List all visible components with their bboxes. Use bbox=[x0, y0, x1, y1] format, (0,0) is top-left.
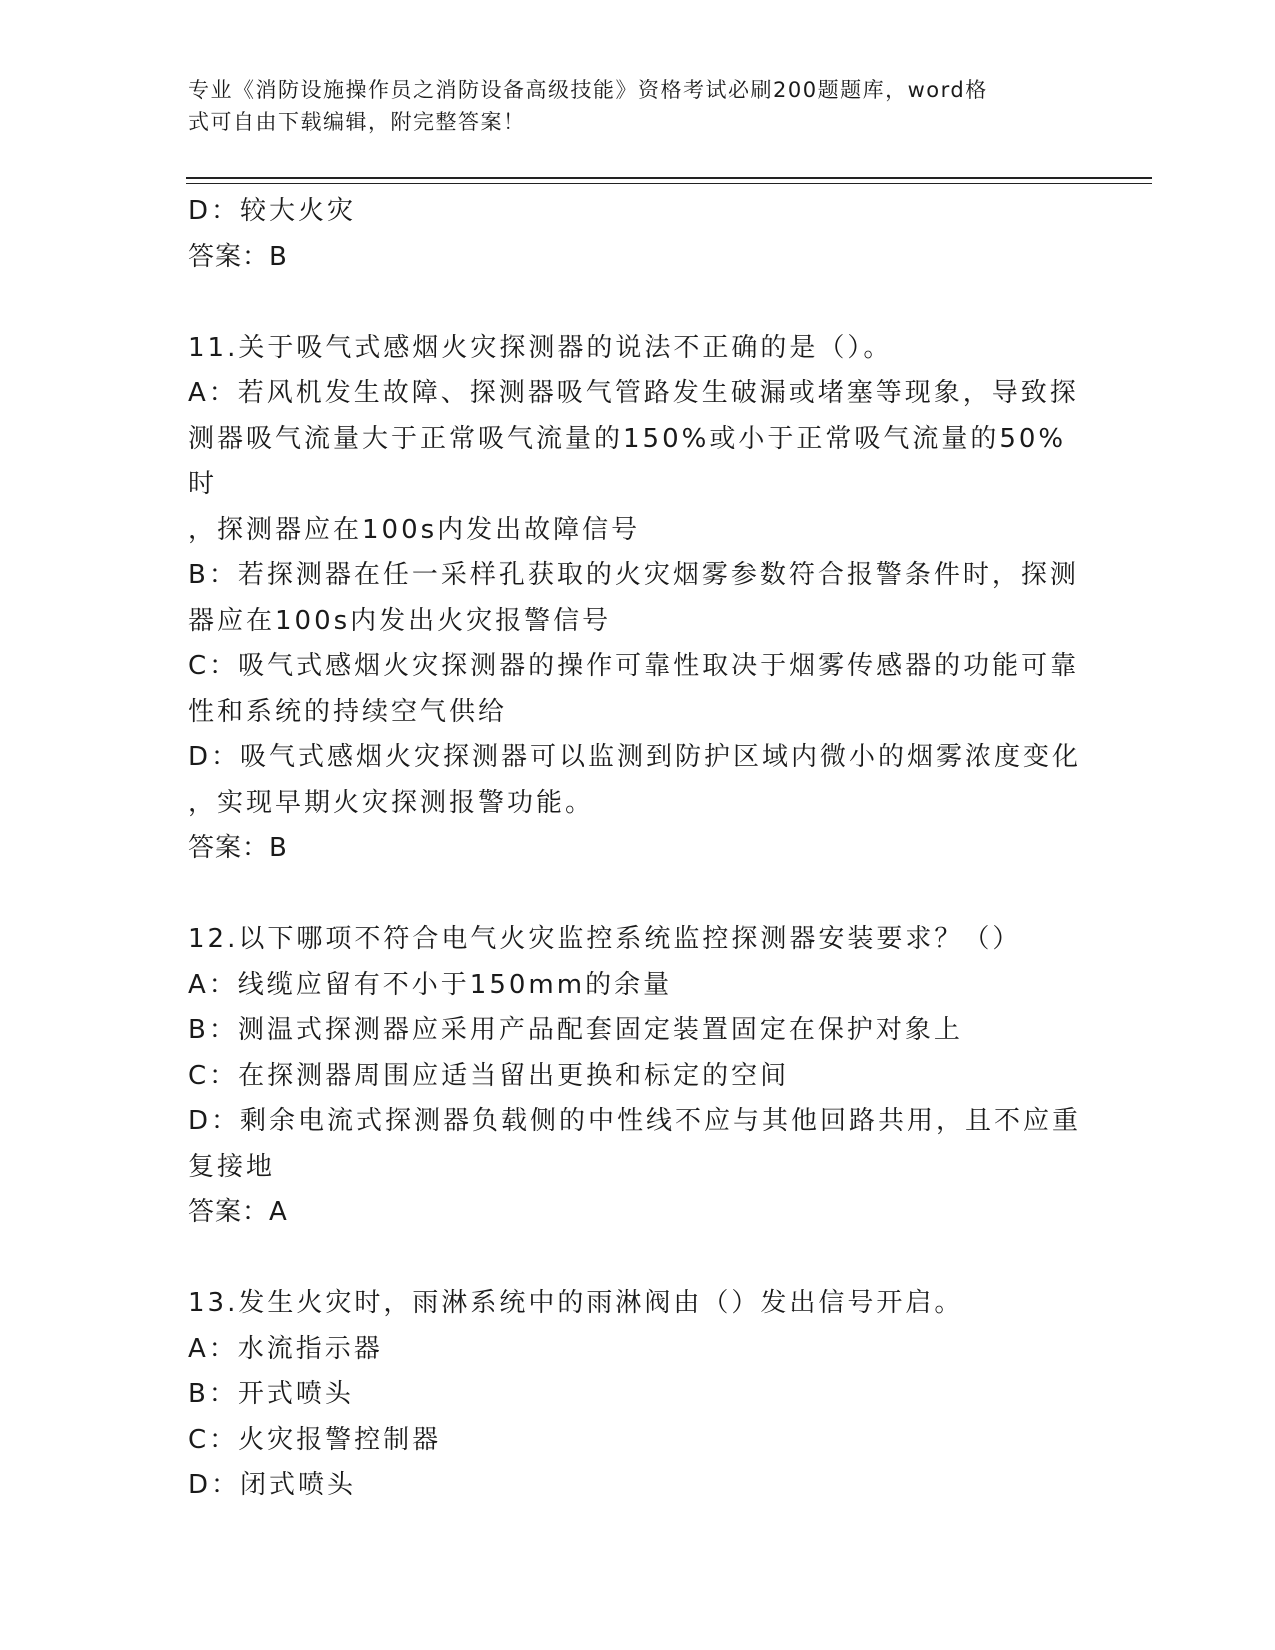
q12-option-d-line-2: 复接地 bbox=[188, 1151, 276, 1182]
header-rule-thick bbox=[186, 177, 1152, 179]
header-line-2: 式可自由下载编辑，附完整答案！ bbox=[188, 110, 526, 134]
q12-option-b: B：测温式探测器应采用产品配套固定装置固定在保护对象上 bbox=[188, 1015, 963, 1045]
q11-option-a-line-2: 测器吸气流量大于正常吸气流量的150%或小于正常吸气流量的50%时 bbox=[188, 423, 1067, 499]
q11-answer: 答案：B bbox=[188, 833, 288, 863]
q11-option-b-line-2: 器应在100s内发出火灾报警信号 bbox=[188, 605, 612, 636]
q11-option-c-line-1: C：吸气式感烟火灾探测器的操作可靠性取决于烟雾传感器的功能可靠 bbox=[188, 651, 1080, 681]
q11-option-a-line-1: A：若风机发生故障、探测器吸气管路发生破漏或堵塞等现象，导致探 bbox=[188, 378, 1079, 408]
q13-option-c: C：火灾报警控制器 bbox=[188, 1424, 442, 1455]
header-line-1: 专业《消防设施操作员之消防设备高级技能》资格考试必刷200题题库，word格 bbox=[188, 78, 988, 102]
q11-option-c-line-2: 性和系统的持续空气供给 bbox=[188, 696, 508, 727]
q13-option-d: D：闭式喷头 bbox=[188, 1470, 357, 1500]
q13-option-a: A：水流指示器 bbox=[188, 1333, 383, 1364]
q12-answer: 答案：A bbox=[188, 1197, 288, 1227]
q12-option-a: A：线缆应留有不小于150mm的余量 bbox=[188, 969, 673, 1000]
question-content bbox=[188, 189, 1088, 1509]
question-10-tail bbox=[188, 189, 1088, 280]
question-13 bbox=[188, 1281, 1088, 1509]
document-header bbox=[188, 74, 1078, 138]
q13-option-b: B：开式喷头 bbox=[188, 1379, 354, 1409]
q12-question: 12.以下哪项不符合电气火灾监控系统监控探测器安装要求？（） bbox=[188, 924, 1022, 954]
q11-option-a-line-3: ，探测器应在100s内发出故障信号 bbox=[188, 514, 641, 545]
question-11 bbox=[188, 326, 1088, 872]
spacer bbox=[188, 872, 1088, 918]
q12-option-c: C：在探测器周围应适当留出更换和标定的空间 bbox=[188, 1060, 790, 1091]
spacer bbox=[188, 280, 1088, 326]
q11-question: 11.关于吸气式感烟火灾探测器的说法不正确的是（）。 bbox=[188, 332, 893, 363]
spacer bbox=[188, 1236, 1088, 1282]
q12-option-d-line-1: D：剩余电流式探测器负载侧的中性线不应与其他回路共用，且不应重 bbox=[188, 1106, 1082, 1136]
q10-option-d: D：较大火灾 bbox=[188, 196, 357, 226]
q11-option-d-line-1: D：吸气式感烟火灾探测器可以监测到防护区域内微小的烟雾浓度变化 bbox=[188, 742, 1082, 772]
q10-answer: 答案：B bbox=[188, 241, 288, 272]
question-12 bbox=[188, 917, 1088, 1236]
q11-option-d-line-2: ，实现早期火灾探测报警功能。 bbox=[188, 787, 595, 818]
q11-option-b-line-1: B：若探测器在任一采样孔获取的火灾烟雾参数符合报警条件时，探测 bbox=[188, 560, 1079, 590]
q13-question: 13.发生火灾时，雨淋系统中的雨淋阀由（）发出信号开启。 bbox=[188, 1288, 964, 1318]
header-rule-thin bbox=[186, 183, 1152, 184]
